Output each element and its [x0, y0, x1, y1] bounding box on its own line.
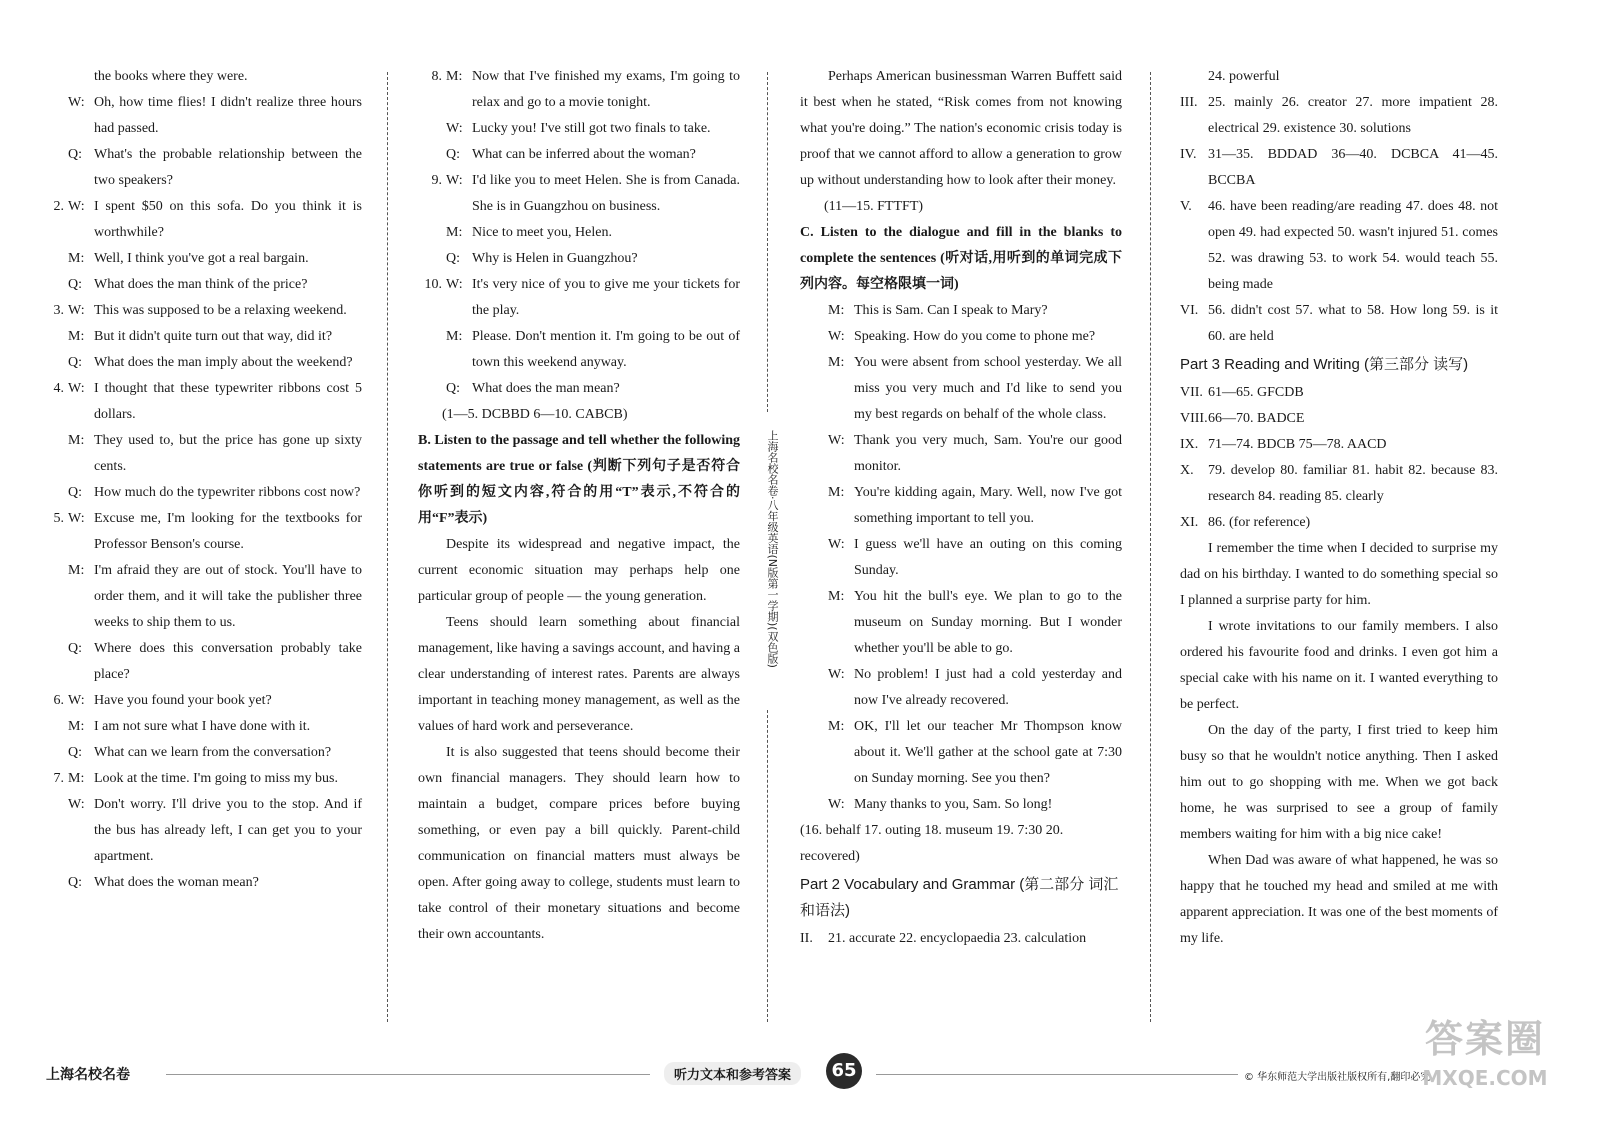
column-divider [767, 72, 768, 412]
dialogue-line [418, 168, 740, 220]
dialogue-line [418, 272, 740, 324]
line-text: You were absent from school yesterday. We all miss you very much and I'd like to send you my best regards on behalf of the whole class. [854, 355, 1122, 422]
line-text: What does the woman mean? [94, 875, 259, 890]
speaker-label: M: [828, 355, 845, 370]
speaker-label: Q: [446, 147, 460, 162]
line-text: It's very nice of you to give me your tickets for the play. [472, 277, 740, 318]
column-3 [800, 64, 1122, 952]
answer-II: II. 21. accurate 22. encyclopaedia 23. calculation [800, 931, 1087, 946]
answer-line [1180, 510, 1498, 536]
dialogue-line [40, 558, 362, 636]
item-number: 7. [53, 771, 64, 786]
line-text: I'd like you to meet Helen. She is from Canada. She is in Guangzhou on business. [472, 173, 740, 214]
line-text: I guess we'll have an outing on this coming Sunday. [854, 537, 1122, 578]
speaker-label: W: [828, 433, 845, 448]
answer-line [1180, 458, 1498, 510]
line-text: I'm afraid they are out of stock. You'll have to order them, and it will take the publisher three weeks to ship them to us. [94, 563, 362, 630]
watermark-url: MXQE.COM [1422, 1066, 1548, 1090]
speaker-label: M: [828, 485, 845, 500]
dialogue-line [40, 64, 362, 90]
item-number: 10. [424, 277, 442, 292]
speaker-label: W: [446, 173, 463, 188]
line-text: What does the man mean? [472, 381, 620, 396]
speaker-label: Q: [68, 745, 82, 760]
speaker-label: M: [446, 69, 463, 84]
answer-text: 86. (for reference) [1208, 515, 1311, 530]
speaker-label: W: [68, 381, 85, 396]
dialogue-line [418, 64, 740, 116]
line-text: Lucky you! I've still got two finals to take. [472, 121, 711, 136]
line-text: Speaking. How do you come to phone me? [854, 329, 1096, 344]
dialogue-line [40, 298, 362, 324]
column-divider [387, 72, 388, 1022]
dialogue-line [800, 298, 1122, 324]
speaker-label: Q: [68, 641, 82, 656]
speaker-label: M: [68, 329, 85, 344]
dialogue-line [418, 220, 740, 246]
speaker-label: Q: [68, 277, 82, 292]
dialogue-line [40, 428, 362, 480]
answer-line [1180, 406, 1498, 432]
speaker-label: M: [828, 589, 845, 604]
dialogue-line [40, 766, 362, 792]
speaker-label: M: [68, 433, 85, 448]
dialogue-line [418, 376, 740, 402]
answers-part2 [1180, 64, 1498, 350]
speaker-label: M: [68, 251, 85, 266]
dialogue-line [800, 792, 1122, 818]
speaker-label: Q: [446, 381, 460, 396]
dialogue-line [800, 350, 1122, 428]
column-divider [767, 710, 768, 1022]
dialogue-line [418, 324, 740, 376]
speaker-label: W: [68, 303, 85, 318]
item-number: 9. [431, 173, 442, 188]
dialogue-line [40, 740, 362, 766]
dialogue-line [800, 532, 1122, 584]
line-text: Thank you very much, Sam. You're our good monitor. [854, 433, 1122, 474]
page-number: 65 [826, 1053, 862, 1089]
section-c-heading: C. Listen to the dialogue and fill in the blanks to complete the sentences (听对话,用听到的单词完成下列内容。每空格限填一词) [800, 225, 1122, 292]
answer-text: 24. powerful [1208, 69, 1280, 84]
answer-label: VIII. [1180, 411, 1208, 426]
line-text: This was supposed to be a relaxing weekend. [94, 303, 347, 318]
dialogue-line [40, 376, 362, 428]
line-text: I thought that these typewriter ribbons cost 5 dollars. [94, 381, 362, 422]
line-text: Please. Don't mention it. I'm going to be out of town this weekend anyway. [472, 329, 740, 370]
dialogue-line [800, 480, 1122, 532]
dialogue-line [40, 142, 362, 194]
line-text: Now that I've finished my exams, I'm going to relax and go to a movie tonight. [472, 69, 740, 110]
dialogue-line [40, 688, 362, 714]
answer-text: 61—65. GFCDB [1208, 385, 1304, 400]
answer-text: 25. mainly 26. creator 27. more impatient 28. electrical 29. existence 30. solutions [1208, 95, 1498, 136]
speaker-label: M: [68, 719, 85, 734]
answers-11-15: (11—15. FTTFT) [824, 199, 924, 214]
answer-line [1180, 298, 1498, 350]
dialogue-line [40, 714, 362, 740]
line-text: What's the probable relationship between the two speakers? [94, 147, 362, 188]
passage-b [418, 532, 740, 948]
line-text: You're kidding again, Mary. Well, now I've got something important to tell you. [854, 485, 1122, 526]
answer-label [1180, 64, 1208, 90]
line-text: Oh, how time flies! I didn't realize three hours had passed. [94, 95, 362, 136]
line-text: What does the man think of the price? [94, 277, 308, 292]
line-text: This is Sam. Can I speak to Mary? [854, 303, 1048, 318]
item-number: 3. [53, 303, 64, 318]
line-text: They used to, but the price has gone up sixty cents. [94, 433, 362, 474]
watermark-logo [1410, 1012, 1560, 1108]
line-text: Where does this conversation probably take place? [94, 641, 362, 682]
line-text: Don't worry. I'll drive you to the stop. And if the bus has already left, I can get you to your apartment. [94, 797, 362, 864]
dialogue-line [40, 272, 362, 298]
line-text: What does the man imply about the weekend? [94, 355, 353, 370]
answer-label: III. [1180, 95, 1198, 110]
item-number: 8. [431, 69, 442, 84]
dialogue-line [40, 90, 362, 142]
answer-label: X. [1180, 463, 1194, 478]
speaker-label: M: [446, 329, 463, 344]
speaker-label: Q: [68, 147, 82, 162]
column-divider [1150, 72, 1151, 1022]
dialogue-line [40, 246, 362, 272]
answer-text: 71—74. BDCB 75—78. AACD [1208, 437, 1387, 452]
part-3-heading: Part 3 Reading and Writing (第三部分 读写) [1180, 356, 1469, 373]
line-text: I am not sure what I have done with it. [94, 719, 311, 734]
footer-rule [166, 1074, 650, 1075]
speaker-label: M: [446, 225, 463, 240]
paragraph: Teens should learn something about financial management, like having a savings account, and having a clear understanding of interest rates. Parents are always important in teaching money management, as well as the values of hard work and perseverance. [418, 615, 740, 734]
line-text: Well, I think you've got a real bargain. [94, 251, 309, 266]
speaker-label: M: [828, 303, 845, 318]
line-text: Look at the time. I'm going to miss my bus. [94, 771, 339, 786]
dialogue-line [800, 584, 1122, 662]
speaker-label: Q: [68, 485, 82, 500]
dialogue-line [800, 428, 1122, 480]
item-number: 4. [53, 381, 64, 396]
speaker-label: W: [828, 667, 845, 682]
paragraph: It is also suggested that teens should become their own financial managers. They should learn how to maintain a budget, compare prices before buying something, or even pay a bill quickly. Parent-child communication on financial matters must always be open. After going away to college, students must learn to take control of their monetary situations and become their own accountants. [418, 745, 740, 942]
speaker-label: W: [68, 199, 85, 214]
dialogue-line [40, 350, 362, 376]
dialogue-line [40, 870, 362, 896]
part-2-heading: Part 2 Vocabulary and Grammar (第二部分 词汇和语法) [800, 876, 1119, 919]
speaker-label: W: [68, 693, 85, 708]
answer-line [1180, 194, 1498, 298]
answer-line [1180, 142, 1498, 194]
line-text: OK, I'll let our teacher Mr Thompson know about it. We'll gather at the school gate at 7:30 on Sunday morning. See you then? [854, 719, 1122, 786]
dialogue-line [800, 662, 1122, 714]
speaker-label: W: [828, 797, 845, 812]
dialogue-line [40, 194, 362, 246]
column-2 [418, 64, 740, 948]
answer-label: IV. [1180, 147, 1197, 162]
footer-copyright: © 华东师范大学出版社版权所有,翻印必究。 [1244, 1072, 1441, 1083]
dialogue-line [40, 636, 362, 688]
line-text: Nice to meet you, Helen. [472, 225, 612, 240]
line-text: Many thanks to you, Sam. So long! [854, 797, 1053, 812]
dialogue-line [800, 714, 1122, 792]
answer-text: 31—35. BDDAD 36—40. DCBCA 41—45. BCCBA [1208, 147, 1498, 188]
line-text: What can we learn from the conversation? [94, 745, 332, 760]
answer-line [1180, 380, 1498, 406]
answer-text: 79. develop 80. familiar 81. habit 82. because 83. research 84. reading 85. clearly [1208, 463, 1498, 504]
answers-16-20: (16. behalf 17. outing 18. museum 19. 7:30 20. recovered) [800, 823, 1064, 864]
dialogue-c [800, 298, 1122, 818]
speaker-label: Q: [68, 875, 82, 890]
line-text: How much do the typewriter ribbons cost now? [94, 485, 361, 500]
line-text: the books where they were. [94, 69, 248, 84]
answers-part3 [1180, 380, 1498, 536]
answer-label: V. [1180, 199, 1192, 214]
answer-label: IX. [1180, 437, 1199, 452]
answers-1-10: (1—5. DCBBD 6—10. CABCB) [442, 407, 628, 422]
answer-line [1180, 64, 1498, 90]
speaker-label: W: [68, 95, 85, 110]
column-4 [1180, 64, 1498, 952]
line-text: Why is Helen in Guangzhou? [472, 251, 638, 266]
passage-b-end: Perhaps American businessman Warren Buffett said it best when he stated, “Risk comes from not knowing what you're doing.” The nation's economic crisis today is proof that we cannot afford to allow a generation to grow up without understanding how to look after their money. [800, 69, 1122, 188]
speaker-label: W: [446, 277, 463, 292]
paragraph: When Dad was aware of what happened, he was so happy that he touched my head and smiled at me with apparent appreciation. It was one of the best moments of my life. [1180, 853, 1498, 946]
paragraph: Despite its widespread and negative impact, the current economic situation may perhaps help one particular group of people — the young generation. [418, 537, 740, 604]
answer-line [1180, 432, 1498, 458]
column-1 [40, 64, 362, 896]
writing-sample [1180, 536, 1498, 952]
answer-line [1180, 90, 1498, 142]
answer-label: VII. [1180, 385, 1203, 400]
answer-label: XI. [1180, 515, 1199, 530]
dialogue-line [40, 506, 362, 558]
footer-series-title: 上海名校名卷 [46, 1067, 130, 1083]
speaker-label: Q: [446, 251, 460, 266]
speaker-label: W: [68, 797, 85, 812]
watermark-text: 答案圈 [1424, 1017, 1545, 1061]
speaker-label: M: [68, 771, 85, 786]
spine-text: 上海名校名卷·八年级英语(N版第一学期)(双色版) [766, 430, 779, 668]
footer-rule [876, 1074, 1238, 1075]
line-text: I spent $50 on this sofa. Do you think it is worthwhile? [94, 199, 362, 240]
answer-label: VI. [1180, 303, 1199, 318]
item-number: 5. [53, 511, 64, 526]
line-text: But it didn't quite turn out that way, did it? [94, 329, 333, 344]
dialogue-line [418, 116, 740, 142]
speaker-label: M: [68, 563, 85, 578]
dialogue-line [40, 480, 362, 506]
paragraph: On the day of the party, I first tried to keep him busy so that he wouldn't notice anything. Then I asked him out to go shopping with me. When we got back home, he was surprised to see a group of family members waiting for him with a big nice cake! [1180, 723, 1498, 842]
speaker-label: W: [68, 511, 85, 526]
item-number: 2. [53, 199, 64, 214]
answer-text: 66—70. BADCE [1208, 411, 1305, 426]
answer-text: 56. didn't cost 57. what to 58. How long 59. is it 60. are held [1208, 303, 1498, 344]
paragraph: I wrote invitations to our family members. I also ordered his favourite food and drinks. I even got him a special cake with his name on it. I wanted everything to be perfect. [1180, 619, 1498, 712]
line-text: What can be inferred about the woman? [472, 147, 696, 162]
dialogue-line [418, 142, 740, 168]
paragraph: I remember the time when I decided to surprise my dad on his birthday. I wanted to do something special so I planned a surprise party for him. [1180, 541, 1498, 608]
section-b-heading: B. Listen to the passage and tell whether the following statements are true or false (判断下列句子是否符合你听到的短文内容,符合的用“T”表示,不符合的用“F”表示) [418, 433, 740, 526]
dialogue-line [40, 324, 362, 350]
speaker-label: W: [446, 121, 463, 136]
item-number: 6. [53, 693, 64, 708]
dialogue-line [418, 246, 740, 272]
line-text: Excuse me, I'm looking for the textbooks for Professor Benson's course. [94, 511, 362, 552]
answer-text: 46. have been reading/are reading 47. does 48. not open 49. had expected 50. wasn't injured 51. comes 52. was drawing 53. to work 54. would teach 55. being made [1208, 199, 1498, 292]
dialogue-line [800, 324, 1122, 350]
line-text: You hit the bull's eye. We plan to go to the museum on Sunday morning. But I wonder whether you'll be able to go. [854, 589, 1122, 656]
line-text: Have you found your book yet? [94, 693, 272, 708]
dialogue-8-10 [418, 64, 740, 402]
dialogue-line [40, 792, 362, 870]
speaker-label: M: [828, 719, 845, 734]
footer-section-title: 听力文本和参考答案 [664, 1062, 801, 1085]
speaker-label: W: [828, 537, 845, 552]
line-text: No problem! I just had a cold yesterday and now I've already recovered. [854, 667, 1122, 708]
speaker-label: Q: [68, 355, 82, 370]
speaker-label: W: [828, 329, 845, 344]
